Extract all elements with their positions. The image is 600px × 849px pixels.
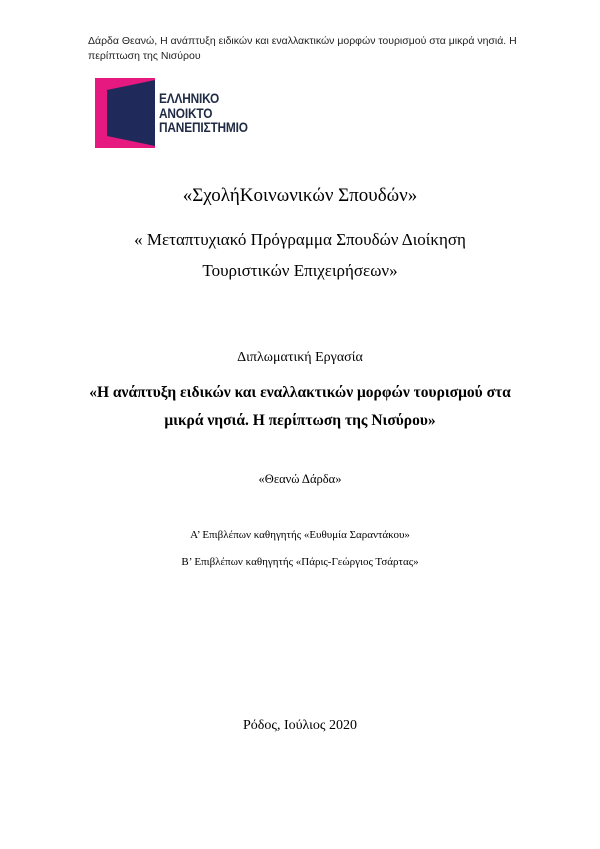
supervisor-b: Β’ Επιβλέπων καθηγητής «Πάρις-Γεώργιος Τσάρτας»	[181, 556, 419, 568]
thesis-title-line-1: «Η ανάπτυξη ειδικών και εναλλακτικών μορφών τουρισμού στα	[89, 384, 511, 401]
place-and-date: Ρόδος, Ιούλιος 2020	[243, 718, 357, 733]
university-logo-mark	[95, 78, 155, 148]
program-name-line-2: Τουριστικών Επιχειρήσεων»	[202, 261, 398, 280]
school-name: «ΣχολήΚοινωνικών Σπουδών»	[182, 185, 418, 206]
thesis-title-line-2: μικρά νησιά. Η περίπτωση της Νισύρου»	[164, 412, 436, 429]
logo-line-1: ΕΛΛΗΝΙΚΟ	[159, 91, 220, 106]
logo-wordmark	[159, 92, 248, 136]
logo-line-2: ΑΝΟΙΚΤΟ	[159, 105, 213, 121]
thesis-label: Διπλωματική Εργασία	[237, 350, 363, 365]
running-header: Δάρδα Θεανώ, Η ανάπτυξη ειδικών και εναλλακτικών μορφών τουρισμού στα μικρά νησιά. Η περίπτωση της Νισύρου	[88, 35, 517, 62]
program-name-line-1: « Μεταπτυχιακό Πρόγραμμα Σπουδών Διοίκηση	[134, 230, 466, 249]
logo-line-3: ΠΑΝΕΠΙΣΤΗΜΙΟ	[159, 120, 248, 135]
university-logo	[95, 78, 295, 148]
author-name: «Θεανώ Δάρδα»	[258, 472, 342, 486]
supervisor-a: Α’ Επιβλέπων καθηγητής «Ευθυμία Σαραντάκου»	[190, 529, 410, 541]
